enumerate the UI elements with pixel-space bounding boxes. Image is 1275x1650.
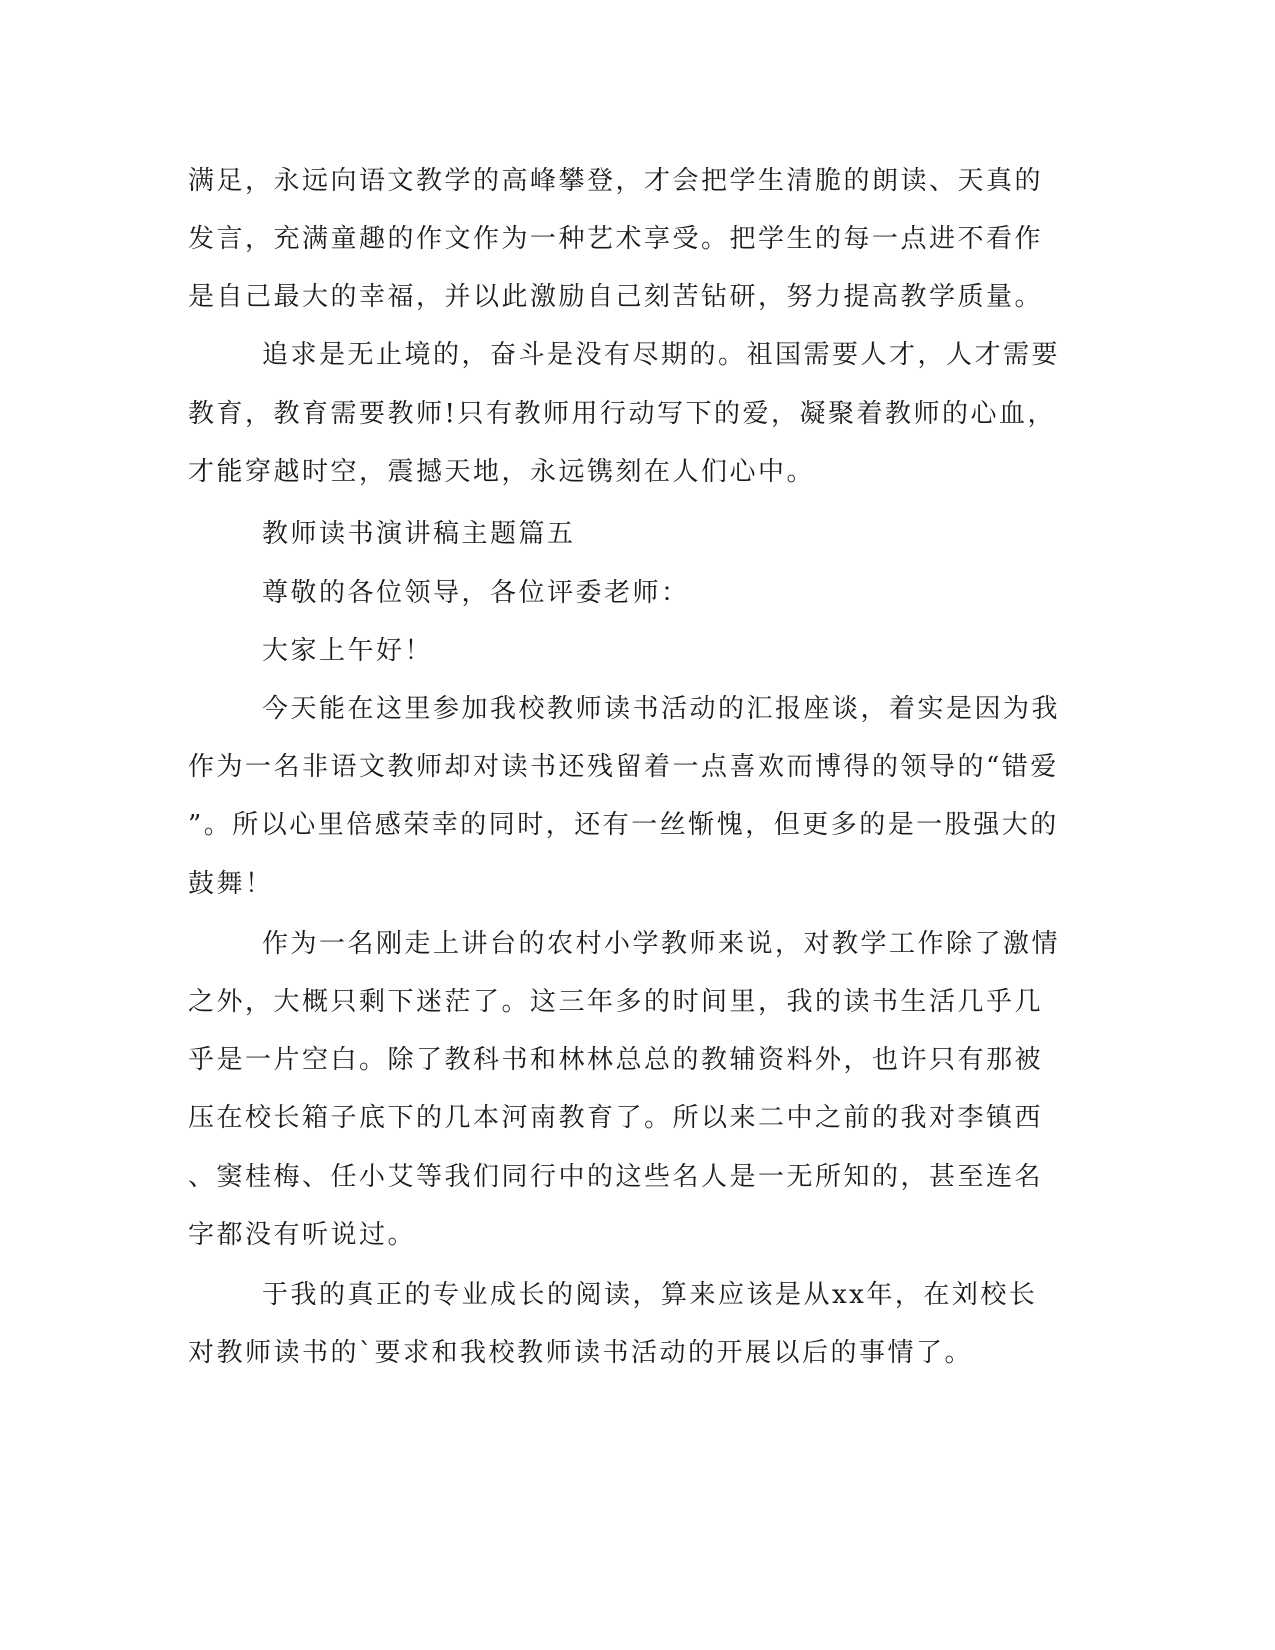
text-line: 作为一名刚走上讲台的农村小学教师来说，对教学工作除了激情	[262, 929, 1061, 959]
text-line: 、窦桂梅、任小艾等我们同行中的这些名人是一无所知的，甚至连名	[188, 1162, 1044, 1192]
text-line: 满足，永远向语文教学的高峰攀登，才会把学生清脆的朗读、天真的	[188, 166, 1044, 196]
text-line: 压在校长箱子底下的几本河南教育了。所以来二中之前的我对李镇西	[188, 1103, 1044, 1133]
text-line: 追求是无止境的，奋斗是没有尽期的。祖国需要人才，人才需要	[262, 340, 1061, 370]
text-line: ”。所以心里倍感荣幸的同时，还有一丝惭愧，但更多的是一股强大的	[188, 810, 1059, 840]
salutation: 尊敬的各位领导，各位评委老师：	[262, 578, 690, 608]
text-line: 对教师读书的`要求和我校教师读书活动的开展以后的事情了。	[188, 1338, 974, 1368]
text-line: 之外，大概只剩下迷茫了。这三年多的时间里，我的读书生活几乎几	[188, 987, 1044, 1017]
text-line: 今天能在这里参加我校教师读书活动的汇报座谈，着实是因为我	[262, 694, 1061, 724]
greeting: 大家上午好！	[262, 636, 434, 666]
text-line: 鼓舞！	[188, 869, 274, 899]
text-line: 于我的真正的专业成长的阅读，算来应该是从xx年，在刘校长	[262, 1280, 1038, 1310]
text-line: 作为一名非语文教师却对读书还残留着一点喜欢而博得的领导的“错爱	[188, 752, 1059, 782]
text-line: 乎是一片空白。除了教科书和林林总总的教辅资料外，也许只有那被	[188, 1045, 1044, 1075]
text-line: 教育，教育需要教师!只有教师用行动写下的爱，凝聚着教师的心血，	[188, 399, 1056, 429]
text-line: 字都没有听说过。	[188, 1220, 417, 1250]
text-line: 是自己最大的幸福，并以此激励自己刻苦钻研，努力提高教学质量。	[188, 282, 1044, 312]
section-heading: 教师读书演讲稿主题篇五	[262, 519, 576, 549]
text-line: 才能穿越时空，震撼天地，永远镌刻在人们心中。	[188, 457, 816, 487]
text-line: 发言，充满童趣的作文作为一种艺术享受。把学生的每一点进不看作	[188, 224, 1044, 254]
